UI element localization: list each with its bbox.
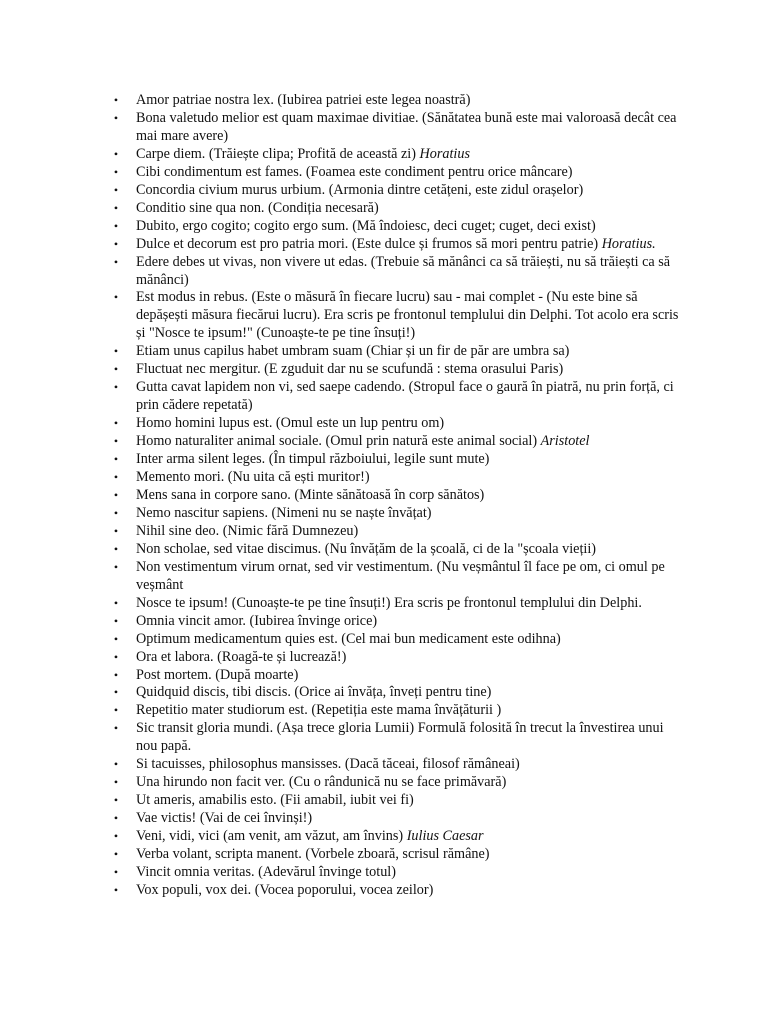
list-item <box>110 487 685 505</box>
proverb-text: Concordia civium murus urbium. (Armonia dintre cetățeni, este zidul orașelor) <box>136 181 584 198</box>
bullet-icon: • <box>113 93 119 107</box>
proverb-text: Vox populi, vox dei. (Vocea poporului, vocea zeilor) <box>136 881 434 898</box>
list-item <box>110 810 685 828</box>
bullet-icon: • <box>113 290 119 305</box>
bullet-icon: • <box>113 505 119 520</box>
bullet-icon: • <box>113 793 119 808</box>
proverb-text: Fluctuat nec mergitur. (E zguduit dar nu se scufundă : stema orasului Paris) <box>136 361 564 378</box>
proverb-text: Repetitio mater studiorum est. (Repetiția este mama învățăturii ) <box>136 702 502 719</box>
bullet-icon: • <box>113 254 119 269</box>
proverb-text: Una hirundo non facit ver. (Cu o rândunică nu se face primăvară) <box>136 774 507 791</box>
proverb-text: Mens sana in corpore sano. (Minte sănătoasă în corp sănătos) <box>136 486 485 503</box>
proverb-text: Nosce te ipsum! (Cunoaște-te pe tine însuți!) Era scris pe frontonul templului din Delphi. <box>136 594 642 611</box>
bullet-icon: • <box>113 218 119 233</box>
proverb-text: Nihil sine deo. (Nimic fără Dumnezeu) <box>136 522 359 539</box>
bullet-icon: • <box>113 541 119 556</box>
proverb-list <box>110 92 685 900</box>
bullet-icon: • <box>113 110 119 125</box>
bullet-icon: • <box>113 559 119 574</box>
proverb-text: Homo naturaliter animal sociale. (Omul prin natură este animal social) <box>136 433 541 450</box>
proverb-text: Ut ameris, amabilis esto. (Fii amabil, iubit vei fi) <box>136 792 414 809</box>
bullet-icon: • <box>113 685 119 700</box>
proverb-text: Amor patriae nostra lex. (Iubirea patriei este legea noastră) <box>136 92 471 108</box>
list-item <box>110 164 685 182</box>
proverb-text: Est modus in rebus. (Este o măsură în fiecare lucru) sau - mai complet - (Nu este bine să depășești măsura fiecărui lucru). Era scris pe frontonul templului din Delphi. Tot acolo era scris și "Nosce te ipsum!" (Cunoaște-te pe tine însuți!) <box>136 289 679 342</box>
list-item <box>110 523 685 541</box>
bullet-icon: • <box>113 775 119 790</box>
bullet-icon: • <box>113 721 119 736</box>
bullet-icon: • <box>113 380 119 395</box>
bullet-icon: • <box>113 182 119 197</box>
proverb-author: Aristotel <box>540 433 590 450</box>
bullet-icon: • <box>113 362 119 377</box>
list-item <box>110 110 685 146</box>
proverb-text: Gutta cavat lapidem non vi, sed saepe cadendo. (Stropul face o gaură în piatră, nu prin forță, ci prin cădere repetată) <box>136 379 674 414</box>
list-item <box>110 343 685 361</box>
proverb-author: Horatius <box>419 145 470 162</box>
bullet-icon: • <box>113 344 119 359</box>
proverb-author: Iulius Caesar <box>406 828 484 845</box>
proverb-text: Nemo nascitur sapiens. (Nimeni nu se naște învățat) <box>136 504 432 521</box>
list-item <box>110 559 685 595</box>
list-item <box>110 702 685 720</box>
proverb-text: Etiam unus capilus habet umbram suam (Chiar și un fir de păr are umbra sa) <box>136 343 570 360</box>
list-item <box>110 649 685 667</box>
bullet-icon: • <box>113 595 119 610</box>
proverb-text: Conditio sine qua non. (Condiția necesară) <box>136 199 379 216</box>
list-item <box>110 846 685 864</box>
list-item <box>110 182 685 200</box>
list-item <box>110 505 685 523</box>
bullet-icon: • <box>113 470 119 485</box>
list-item <box>110 200 685 218</box>
list-item <box>110 541 685 559</box>
list-item <box>110 146 685 164</box>
list-item <box>110 451 685 469</box>
bullet-icon: • <box>113 236 119 251</box>
list-item <box>110 595 685 613</box>
list-item <box>110 415 685 433</box>
proverb-text: Edere debes ut vivas, non vivere ut edas. (Trebuie să mănânci ca să trăiești, nu să trăiești ca să mănânci) <box>136 253 671 288</box>
proverb-text: Non scholae, sed vitae discimus. (Nu învățăm de la școală, ci de la "școala vieții) <box>136 540 597 557</box>
proverb-text: Dubito, ergo cogito; cogito ergo sum. (Mă îndoiesc, deci cuget; cuget, deci exist) <box>136 217 596 234</box>
proverb-text: Inter arma silent leges. (În timpul războiului, legile sunt mute) <box>136 451 490 468</box>
proverb-text: Non vestimentum virum ornat, sed vir vestimentum. (Nu veșmântul îl face pe om, ci omul pe veșmânt <box>136 558 665 593</box>
proverb-text: Post mortem. (După moarte) <box>136 666 299 683</box>
bullet-icon: • <box>113 649 119 664</box>
proverb-text: Sic transit gloria mundi. (Așa trece gloria Lumii) Formulă folosită în trecut la învestirea unui nou papă. <box>136 720 664 755</box>
bullet-icon: • <box>113 864 119 879</box>
proverb-author: Horatius. <box>601 235 656 252</box>
bullet-icon: • <box>113 847 119 862</box>
list-item <box>110 289 685 343</box>
bullet-icon: • <box>113 200 119 215</box>
list-item <box>110 613 685 631</box>
proverb-text: Carpe diem. (Trăiește clipa; Profită de această zi) <box>136 145 420 162</box>
list-item <box>110 218 685 236</box>
bullet-icon: • <box>113 487 119 502</box>
proverb-text: Ora et labora. (Roagă-te și lucrează!) <box>136 648 347 665</box>
proverb-text: Si tacuisses, philosophus mansisses. (Dacă tăceai, filosof rămâneai) <box>136 756 520 773</box>
proverb-text: Vae victis! (Vai de cei învinși!) <box>136 810 313 827</box>
bullet-icon: • <box>113 757 119 772</box>
bullet-icon: • <box>113 829 119 844</box>
list-item <box>110 92 685 110</box>
bullet-icon: • <box>113 631 119 646</box>
bullet-icon: • <box>113 811 119 826</box>
list-item <box>110 433 685 451</box>
list-item <box>110 882 685 900</box>
list-item <box>110 792 685 810</box>
proverb-text: Bona valetudo melior est quam maximae divitiae. (Sănătatea bună este mai valoroasă decât cea mai mare avere) <box>136 109 677 144</box>
proverb-text: Memento mori. (Nu uita că ești muritor!) <box>136 469 370 486</box>
list-item <box>110 684 685 702</box>
list-item <box>110 254 685 290</box>
proverb-text: Veni, vidi, vici (am venit, am văzut, am învins) <box>136 828 407 845</box>
list-item <box>110 774 685 792</box>
bullet-icon: • <box>113 667 119 682</box>
bullet-icon: • <box>113 703 119 718</box>
proverb-text: Omnia vincit amor. (Iubirea învinge orice) <box>136 612 378 629</box>
proverb-text: Verba volant, scripta manent. (Vorbele zboară, scrisul rămâne) <box>136 846 490 863</box>
proverb-text: Vincit omnia veritas. (Adevărul învinge totul) <box>136 863 396 880</box>
list-item <box>110 236 685 254</box>
bullet-icon: • <box>113 164 119 179</box>
list-item <box>110 379 685 415</box>
list-item <box>110 361 685 379</box>
proverb-text: Dulce et decorum est pro patria mori. (Este dulce și frumos să mori pentru patrie) <box>136 235 602 252</box>
list-item <box>110 864 685 882</box>
proverb-text: Homo homini lupus est. (Omul este un lup pentru om) <box>136 415 445 432</box>
list-item <box>110 631 685 649</box>
bullet-icon: • <box>113 416 119 431</box>
proverb-text: Quidquid discis, tibi discis. (Orice ai învăța, înveți pentru tine) <box>136 684 492 701</box>
proverb-text: Cibi condimentum est fames. (Foamea este condiment pentru orice mâncare) <box>136 163 573 180</box>
bullet-icon: • <box>113 613 119 628</box>
bullet-icon: • <box>113 882 119 897</box>
list-item <box>110 720 685 756</box>
bullet-icon: • <box>113 523 119 538</box>
proverb-text: Optimum medicamentum quies est. (Cel mai bun medicament este odihna) <box>136 630 561 647</box>
list-item <box>110 667 685 685</box>
list-item <box>110 756 685 774</box>
bullet-icon: • <box>113 146 119 161</box>
bullet-icon: • <box>113 434 119 449</box>
list-item <box>110 828 685 846</box>
bullet-icon: • <box>113 452 119 467</box>
list-item <box>110 469 685 487</box>
